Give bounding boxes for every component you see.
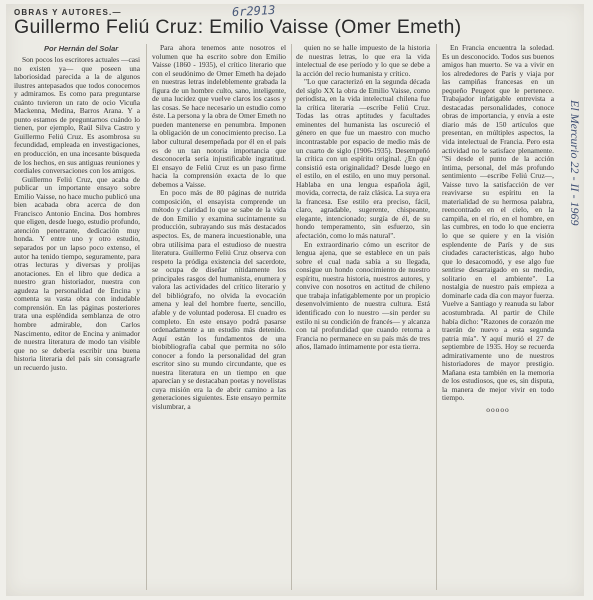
column-divider — [146, 44, 147, 590]
article-byline: Por Hernán del Solar — [44, 44, 119, 53]
article-column-4 — [442, 44, 554, 546]
section-label: OBRAS Y AUTORES.— — [14, 8, 122, 17]
paragraph: Son pocos los escritores actuales —casi no existen ya— que poseen una laboriosidad parecida a la de algunos ilustres antepasados que todos conocemos y admiramos. Es como para preguntarse cuánto tuvieron un rato de ocio Vicuña Mackenna, Medina, Barros Arana. Y a punto estamos de preguntarnos cuándo lo tienen, por ejemplo, Raúl Silva Castro y Guillermo Feliú Cruz. Es asombrosa su fecundidad, empleada en investigaciones, en producción, en una incesante búsqueda de los hechos, en sus antiguas reuniones y cordiales conversaciones con los amigos. — [14, 56, 140, 176]
article-headline: Guillermo Feliú Cruz: Emilio Vaisse (Omer Emeth) — [14, 16, 462, 38]
article-column-3 — [296, 44, 430, 592]
paragraph: Para ahora tenemos ante nosotros el volumen que ha escrito sobre don Emilio Vaisse (1860 - 1935), el crítico literario que con el seudónimo de Omer Emeth ha dejado en nuestras letras indeleblemente grabada la figura de un hombre culto, sano, inteligente, de una lucidez que vuelve claros los casos y las cosas. Se hace necesario un estudio como éste. La persona y la obra de Omer Emeth no pueden mantenerse en penumbra. Imponen la obligación de un conocimiento preciso. La labor cultural desempeñada por él en el país es de un tan notoria importancia que desconocerla sería injustificable ingratitud. El ensayo de Feliú Cruz es un paso firme hacia la comprensión exacta de lo que debemos a Vaisse. — [152, 44, 286, 189]
paragraph: En Francia encuentra la soledad. Es un desconocido. Todos sus buenos amigos han muerto. Se va a vivir en los alrededores de París y viaja por las campiñas francesas en un pequeño Peugeot que le pertenece. Trabajador infatigable entrevista a destacadas personalidades, conoce obras de importancia, y envía a este diario más de 150 artículos que presentan, en múltiples aspectos, la vida intelectual de Francia. Pero esta actividad no le satisface plenamente. "Si desde el punto de la acción íntima, personal, del más profundo sentimiento —escribe Feliú Cruz—, Vaisse tuvo la satisfacción de ver reavivarse su espíritu en la materialidad de su hermosa palabra, reencontrado en el cielo, en la campiña, en el río, en el hombre, en las cumbres, en todo lo que encierra lo que se quiere y en la visión esplendente de París y de sus ciudades características, algo hubo que lo desacomodó, y ese algo fue sentirse desarraigado en su medio, solitario en el ambiente". La nostalgia de nuestro país empieza a dominarle cada día con mayor fuerza. Vuelve a Santiago y reanuda su labor acostumbrada. Al partir de Chile había dicho: "Razones de corazón me traerán de nuevo a esta segunda patria mía". Y aquí murió el 27 de septiembre de 1935. Hoy se recuerda admirativamente uno de nuestros historiadores de mayor prestigio. Mañana esta también en la memoria de los estudiosos, que es, sin disputa, la manera de mejor vivir en todo tiempo. — [442, 44, 554, 403]
handwritten-number: 6r2913 — [231, 2, 276, 20]
article-column-1 — [14, 56, 140, 590]
column-divider — [291, 44, 292, 590]
paragraph: En poco más de 80 páginas de nutrida composición, el ensayista comprende un método y claridad lo que se sabe de la vida de don Emilio y examina sucintamente su producción, subrayando sus más destacados aspectos. Es, de manera incuestionable, una obra utilísima para el estudioso de nuestra literatura. Guillermo Feliú Cruz observa con respeto la pródiga existencia del sacerdote, se ocupa de diseñar nítidamente los principales rasgos del humanista, enumera y valora las actividades del crítico literario y del bibliógrafo, no olvida la evocación amena y leal del hombre fuerte, sencillo, afable y de voluntad poderosa. El cuadro es completo. En este ensayo podrá pasarse ordenadamente a un estudio más detenido. Aquí están los fundamentos de una biobibliografía cabal que permita no sólo conocer a fondo la personalidad del gran escritor sino su mundo circundante, que es nuestra literatura en un tiempo en que aparecían y se destacaban poetas y novelistas cuya misión era la de abrir camino a las generaciones siguientes. Este ensayo permite vislumbrar, a — [152, 188, 286, 411]
paragraph: quien no se halle impuesto de la historia de nuestras letras, lo que era la vida intelectual de ese período y lo que se debe a la acción del recio humanista y crítico. — [296, 44, 430, 78]
paragraph: En extraordinario cómo un escritor de lengua ajena, que se establece en un país sobre el cual nada sabía a su llegada, consigue un hondo conocimiento de nuestro espíritu, nuestra historia, nuestros autores, y convive con nosotros en actitud de chileno que trabaja infatigablemente por un propicio desenvolvimiento de nuestra cultura. Está identificado con lo nuestro —sin perder su estilo ni su condición de francés— y alcanza con tal profundidad que cuando retorna a Francia no permanece en su país más de tres años, llamado íntimamente por esta tierra. — [296, 239, 430, 352]
handwritten-margin-note: El Mercurio 22 - II - 1969 — [568, 100, 582, 226]
end-mark: ooooo — [486, 404, 510, 414]
paragraph: Guillermo Feliú Cruz, que acaba de publicar un importante ensayo sobre Emilio Vaisse, no hace mucho publicó una bien acabada obra acerca de don Francisco Antonio Encina. Dos hombres que eligen, desde luego, estudio profundo, atención penetrante, dedicación muy honda. Y entre uno y otro estudio, separados por un lapso poco extenso, el autor ha tenido tiempo, seguramente, para otras lecturas y diversas y prolijas anotaciones. En el libro que dedica a nuestro gran historiador, nuestra con agudeza la personalidad de Encina y comenta su vasta obra con indudable comprensión. En las páginas posteriores trata una espléndida semblanza de otro hombre admirable, don Carlos Nascimento, editor de Encina y animador de nuestra literatura de modo tan visible que no se debería escribir una buena historia literaria del país sin consagrarle un recuerdo justo. — [14, 174, 140, 372]
article-column-2 — [152, 44, 286, 592]
column-divider — [436, 44, 437, 590]
paragraph: "Lo que caracterizó en la segunda década del siglo XX la obra de Emilio Vaisse, como periodista, en la vida intelectual chilena fue la crítica literaria —escribe Feliú Cruz. Todas las otras aptitudes y facultades eminentes del humanista las oscureció el género en que fue un maestro con mucho incontrastable por espacio de medio más de un cuarto de siglo (1906-1935). Desempeñó la crítica con un espíritu original. ¿En qué consistió esta originalidad? Desde luego en el estilo, en el estilo, en uno muy personal. Hablaba en una lengua española ágil, movida, correcta, de raíz clásica. La suya era la francesa. Ese estilo era preciso, fácil, claro, agradable, sugerente, chispeante, elegante, intencionado; surgía de él, de su hondo temperamento, sin esfuerzo, sin afectación, como lo más natural". — [296, 77, 430, 241]
